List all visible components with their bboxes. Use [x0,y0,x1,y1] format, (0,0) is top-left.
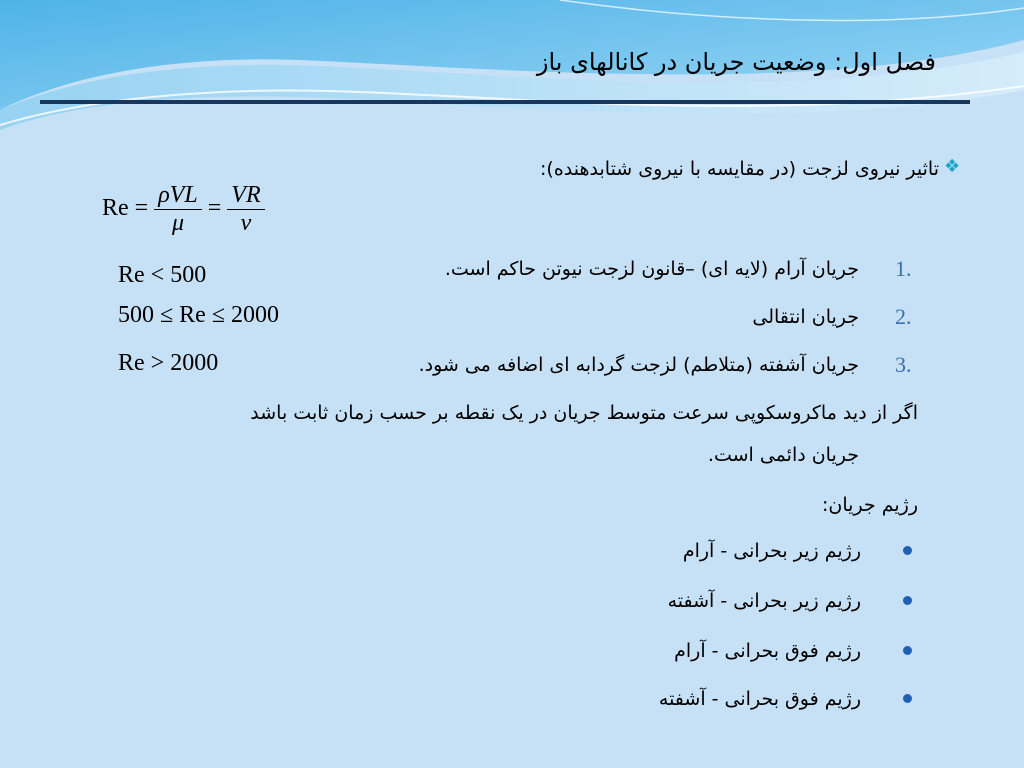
title-underline [40,100,970,104]
bullet-dot-icon [903,596,912,605]
formula-frac1-denominator: μ [171,210,184,236]
viscosity-heading: تاثیر نیروی لزجت (در مقایسه با نیروی شتابدهنده): [540,158,939,180]
steady-flow-line-1: اگر از دید ماکروسکوپی سرعت متوسط جریان در یک نقطه بر حسب زمان ثابت باشد [250,402,918,424]
turbulent-reynolds-range: Re > 2000 [118,350,219,376]
regime-item-1: رژیم زیر بحرانی - آرام [682,540,861,562]
steady-flow-line-2: جریان دائمی است. [707,444,859,466]
slide-title: فصل اول: وضعیت جریان در کانالهای باز [536,48,936,76]
laminar-flow-text: جریان آرام (لایه ای) –قانون لزجت نیوتن حاکم است. [444,258,859,280]
transitional-flow-text: جریان انتقالی [752,306,859,328]
bullet-dot-icon [903,694,912,703]
list-number-3: 3. [895,352,912,377]
formula-equals-2: = [207,195,222,222]
formula-lhs: Re [102,195,129,222]
transitional-reynolds-range: 500 ≤ Re ≤ 2000 [118,302,280,328]
list-number-1: 1. [895,256,912,281]
bullet-dot-icon [903,546,912,555]
formula-fraction-2 [227,182,264,237]
regime-item-2: رژیم زیر بحرانی - آشفته [667,590,861,612]
turbulent-flow-text: جریان آشفته (متلاطم) لزجت گردابه ای اضافه می شود. [418,354,859,376]
regime-item-4: رژیم فوق بحرانی - آشفته [658,688,861,710]
bullet-dot-icon [903,646,912,655]
diamond-bullet-icon: ❖ [944,156,961,177]
header-wave-decoration [0,0,1024,160]
laminar-reynolds-range: Re < 500 [118,262,207,288]
reynolds-formula [102,182,265,237]
formula-frac2-denominator: ν [240,210,252,236]
regime-item-3: رژیم فوق بحرانی - آرام [674,640,861,662]
list-number-2: 2. [895,304,912,329]
formula-equals-1: = [134,195,149,222]
formula-frac2-numerator: VR [227,182,264,210]
formula-frac1-numerator: ρVL [154,182,202,210]
formula-fraction-1 [154,182,202,237]
regime-heading: رژیم جریان: [822,494,918,516]
